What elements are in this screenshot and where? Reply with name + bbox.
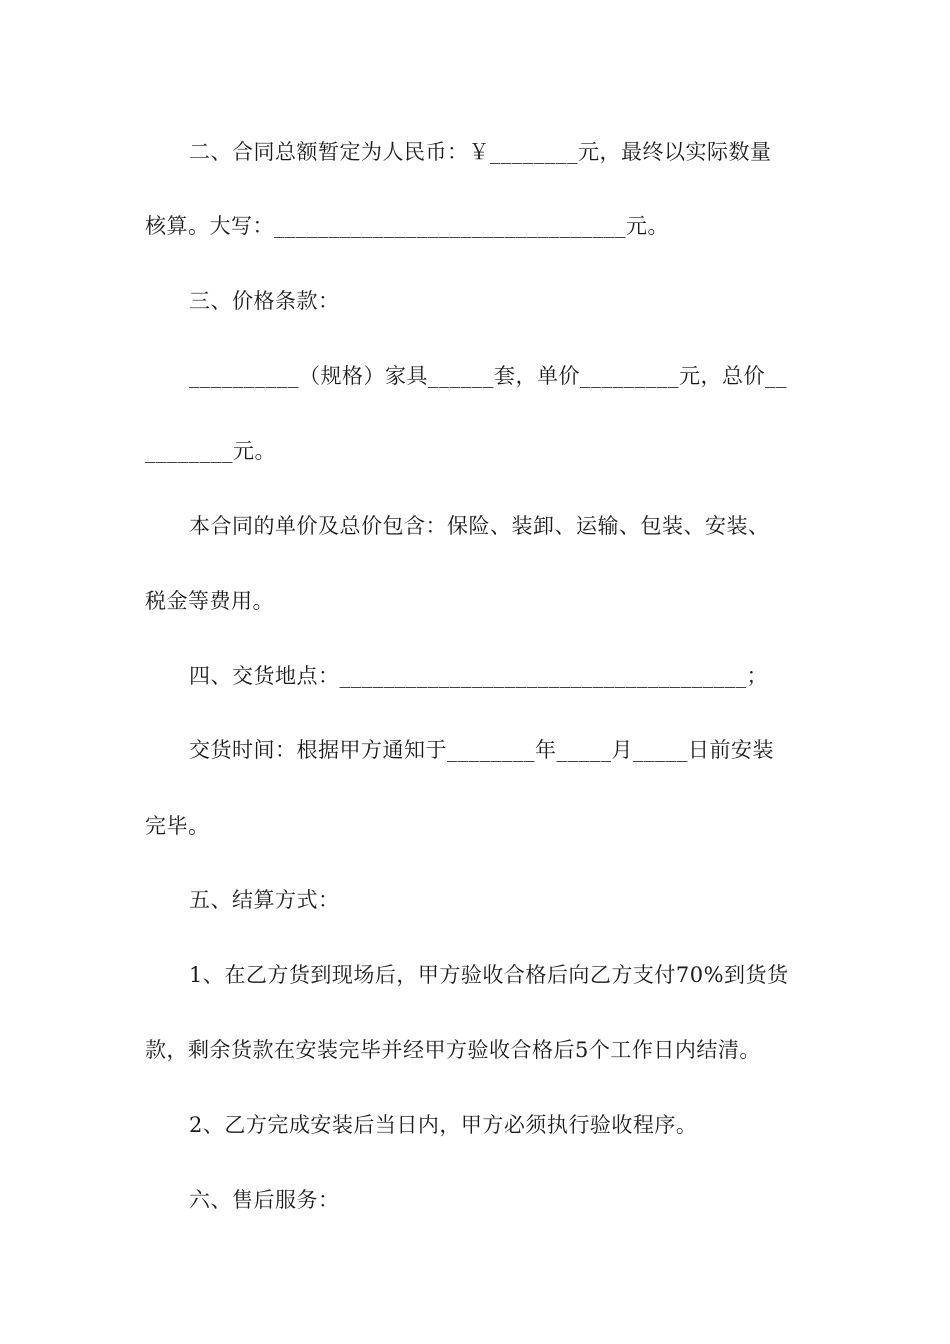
clause-2-amount-in-words: 核算。大写：________________________________元。 <box>145 214 669 238</box>
clause-5-item-1-cont: 款，剩余货款在安装完毕并经甲方验收合格后5个工作日内结清。 <box>145 1038 761 1062</box>
clause-2-contract-total: 二、合同总额暂定为人民币：￥________元，最终以实际数量 <box>189 140 772 164</box>
clause-4-delivery-time: 交货时间：根据甲方通知于________年_____月_____日前安装 <box>189 738 774 762</box>
clause-5-item-2: 2、乙方完成安装后当日内，甲方必须执行验收程序。 <box>189 1113 698 1137</box>
clause-3-price-line-cont: ________元。 <box>145 439 276 463</box>
clause-4-delivery-location: 四、交货地点：_____________________________________； <box>189 664 768 688</box>
clause-5-heading: 五、结算方式： <box>189 888 340 912</box>
clause-3-price-includes-cont: 税金等费用。 <box>145 589 274 613</box>
clause-3-price-includes: 本合同的单价及总价包含：保险、装卸、运输、包装、安装、 <box>189 514 770 538</box>
clause-3-heading: 三、价格条款： <box>189 289 340 313</box>
clause-6-heading: 六、售后服务： <box>189 1188 340 1212</box>
clause-5-item-1: 1、在乙方货到现场后，甲方验收合格后向乙方支付70%到货货 <box>189 963 789 987</box>
clause-3-price-line: __________（规格）家具______套，单价_________元，总价__ <box>189 364 787 388</box>
clause-4-delivery-time-cont: 完毕。 <box>145 814 210 838</box>
